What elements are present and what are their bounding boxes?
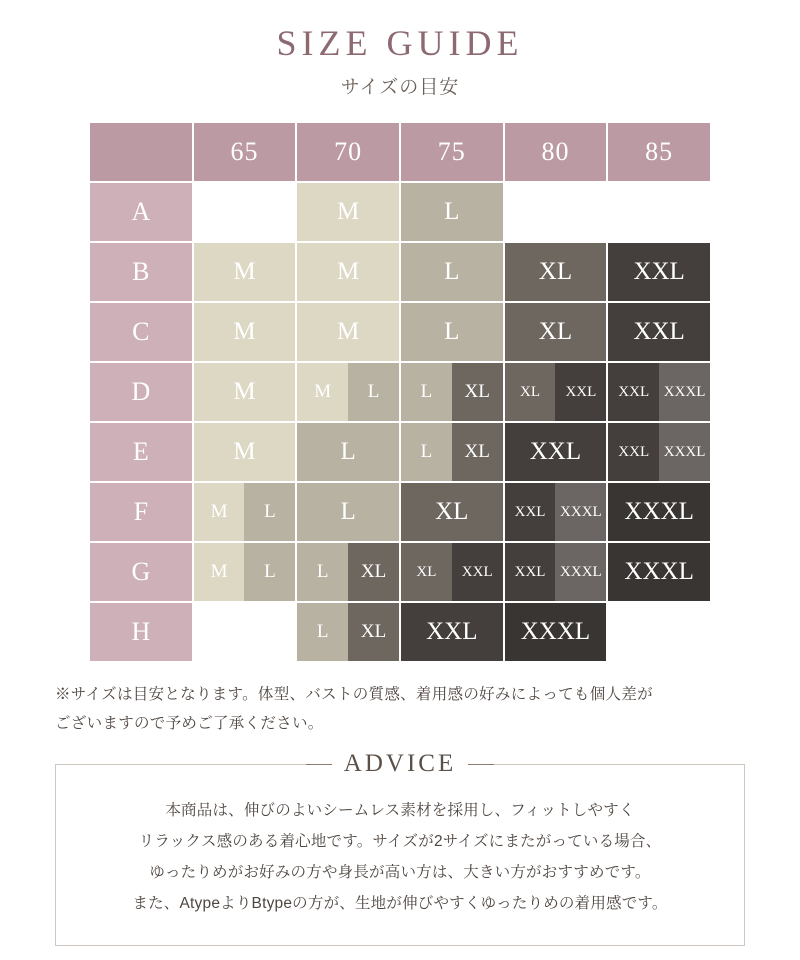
size-cell: M [194, 363, 296, 421]
table-row [90, 423, 710, 481]
size-cell: M [194, 423, 296, 481]
size-cell-right: XXXL [555, 483, 606, 541]
size-cell-split-inner [608, 423, 710, 481]
size-note-line-2: ございますので予めご了承ください。 [55, 714, 324, 732]
column-header-70: 70 [297, 123, 399, 181]
size-cell-left: XXL [608, 363, 659, 421]
size-cell-empty [194, 603, 296, 661]
size-cell-right: XXXL [659, 423, 710, 481]
table-row [90, 603, 710, 661]
size-cell: M [297, 243, 399, 301]
size-table-body [90, 183, 710, 661]
size-cell-right: XL [348, 543, 399, 601]
size-cell-empty [505, 183, 607, 241]
advice-line: 本商品は、伸びのよいシームレス素材を採用し、フィットしやすく [165, 802, 635, 820]
size-cell-right: XXL [452, 543, 503, 601]
size-cell: M [194, 243, 296, 301]
size-cell-left: L [401, 423, 452, 481]
size-cell: XL [505, 303, 607, 361]
size-cell-split-inner [401, 543, 503, 601]
column-header-85: 85 [608, 123, 710, 181]
size-cell-right: XL [452, 423, 503, 481]
size-cell: L [401, 303, 503, 361]
size-cell-split-inner [297, 363, 399, 421]
size-cell-split-inner [505, 363, 607, 421]
size-cell-left: L [401, 363, 452, 421]
size-cell: M [297, 303, 399, 361]
size-cell-left: L [297, 543, 348, 601]
advice-heading: ADVICE [328, 750, 472, 778]
row-header-a: A [90, 183, 192, 241]
size-cell-empty [608, 183, 710, 241]
size-cell: XXL [401, 603, 503, 661]
column-header-65: 65 [194, 123, 296, 181]
size-cell-split [297, 363, 399, 421]
size-table-header-row [90, 123, 710, 181]
advice-line: リラックス感のある着心地です。サイズが2サイズにまたがっている場合、 [138, 833, 662, 851]
page-header [0, 0, 800, 99]
size-table-wrap [88, 121, 712, 663]
size-cell-split-inner [401, 423, 503, 481]
size-cell-right: XXXL [659, 363, 710, 421]
size-cell: XXXL [505, 603, 607, 661]
size-cell: XXL [505, 423, 607, 481]
advice-heading-wrap [55, 750, 745, 778]
advice-body [82, 795, 718, 919]
size-table [88, 121, 712, 663]
size-note [55, 681, 745, 738]
page-subtitle: サイズの目安 [340, 77, 460, 98]
size-cell-split [194, 543, 296, 601]
size-cell-left: M [194, 483, 245, 541]
row-header-c: C [90, 303, 192, 361]
size-cell-right: L [244, 483, 295, 541]
size-cell-split-inner [297, 543, 399, 601]
size-cell-split [608, 423, 710, 481]
table-row [90, 183, 710, 241]
size-cell-left: XL [401, 543, 452, 601]
size-cell-split [505, 483, 607, 541]
size-cell-right: L [244, 543, 295, 601]
size-cell: XXL [608, 243, 710, 301]
size-cell-left: L [297, 603, 348, 661]
page-title: SIZE GUIDE [276, 23, 524, 63]
size-cell-left: XXL [608, 423, 659, 481]
size-cell-left: XXL [505, 483, 556, 541]
size-cell-split-inner [505, 483, 607, 541]
column-header-75: 75 [401, 123, 503, 181]
size-cell-split-inner [505, 543, 607, 601]
size-cell-split [401, 543, 503, 601]
size-cell-split [297, 543, 399, 601]
size-cell-split [608, 363, 710, 421]
table-row [90, 303, 710, 361]
size-cell-split [194, 483, 296, 541]
table-row [90, 363, 710, 421]
size-cell-right: XXL [555, 363, 606, 421]
size-table-head [90, 123, 710, 181]
size-cell: XL [401, 483, 503, 541]
size-cell-split [297, 603, 399, 661]
size-cell-split-inner [608, 363, 710, 421]
size-cell-split-inner [297, 603, 399, 661]
row-header-h: H [90, 603, 192, 661]
advice-section [55, 750, 745, 946]
size-cell-left: M [194, 543, 245, 601]
table-row [90, 543, 710, 601]
size-cell-left: XL [505, 363, 556, 421]
size-cell: XL [505, 243, 607, 301]
advice-line: ゆったりめがお好みの方や身長が高い方は、大きい方がおすすめです。 [149, 864, 651, 882]
size-cell: XXXL [608, 543, 710, 601]
size-cell-empty [194, 183, 296, 241]
size-cell-left: XXL [505, 543, 556, 601]
size-cell-right: XL [348, 603, 399, 661]
table-row [90, 243, 710, 301]
size-cell: XXXL [608, 483, 710, 541]
size-cell-right: XXXL [555, 543, 606, 601]
size-cell-split-inner [194, 483, 296, 541]
size-cell-split [401, 363, 503, 421]
size-cell: L [297, 483, 399, 541]
size-cell-empty [608, 603, 710, 661]
size-cell: L [297, 423, 399, 481]
advice-line: また、AtypeよりBtypeの方が、生地が伸びやすくゆったりめの着用感です。 [132, 895, 668, 913]
size-cell: L [401, 243, 503, 301]
size-cell-split [401, 423, 503, 481]
size-cell-split-inner [194, 543, 296, 601]
row-header-f: F [90, 483, 192, 541]
size-cell-right: L [348, 363, 399, 421]
table-row [90, 483, 710, 541]
size-cell-split [505, 543, 607, 601]
size-cell: L [401, 183, 503, 241]
size-note-line-1: ※サイズは目安となります。体型、バストの質感、着用感の好みによっても個人差が [55, 686, 653, 703]
table-corner-cell [90, 123, 192, 181]
advice-box [55, 764, 745, 946]
row-header-g: G [90, 543, 192, 601]
row-header-e: E [90, 423, 192, 481]
size-cell-left: M [297, 363, 348, 421]
size-cell: M [297, 183, 399, 241]
size-cell: XXL [608, 303, 710, 361]
size-cell: M [194, 303, 296, 361]
size-cell-right: XL [452, 363, 503, 421]
row-header-b: B [90, 243, 192, 301]
row-header-d: D [90, 363, 192, 421]
size-cell-split [505, 363, 607, 421]
column-header-80: 80 [505, 123, 607, 181]
size-cell-split-inner [401, 363, 503, 421]
